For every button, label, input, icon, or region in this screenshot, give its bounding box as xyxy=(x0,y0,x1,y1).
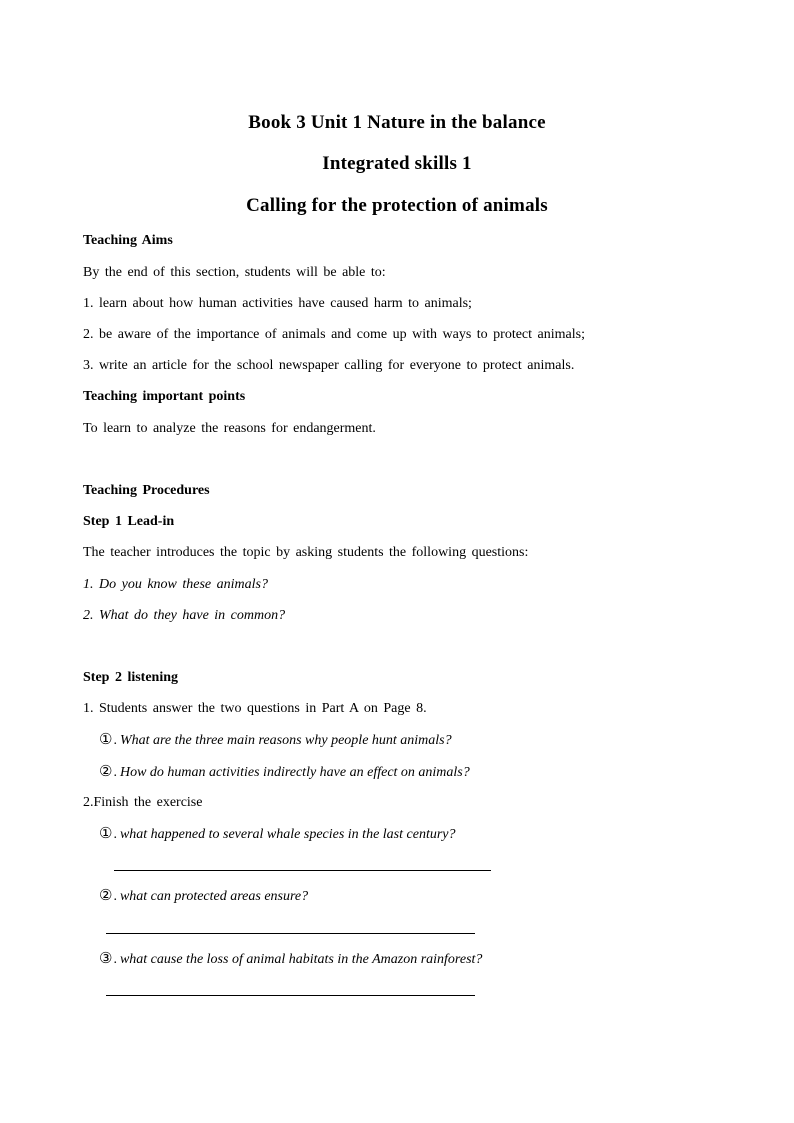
aim-item: 1. learn about how human activities have caused harm to animals; xyxy=(83,296,472,311)
aims-intro: By the end of this section, students will be able to: xyxy=(83,265,386,280)
listening-question xyxy=(99,731,452,750)
question-text: What are the three main reasons why people hunt animals? xyxy=(119,733,452,748)
question-dot: . xyxy=(113,889,117,904)
circled-number: ① xyxy=(99,732,113,748)
circled-number: ② xyxy=(99,888,113,904)
answer-line[interactable] xyxy=(114,870,491,871)
document-subtitle: Integrated skills 1 xyxy=(322,153,472,174)
lesson-title: Calling for the protection of animals xyxy=(246,195,548,216)
question-text: what can protected areas ensure? xyxy=(119,889,309,904)
step2-part1-text: 1. Students answer the two questions in Part A on Page 8. xyxy=(83,701,427,716)
question-dot: . xyxy=(113,827,117,842)
teaching-aims-heading: Teaching Aims xyxy=(83,233,173,248)
step2-part2-text: 2.Finish the exercise xyxy=(83,795,203,810)
circled-number: ③ xyxy=(99,951,113,967)
important-points-heading: Teaching important points xyxy=(83,389,246,404)
step2-heading: Step 2 listening xyxy=(83,670,179,685)
step1-heading: Step 1 Lead-in xyxy=(83,514,175,529)
circled-number: ② xyxy=(99,764,113,780)
aim-item: 3. write an article for the school newspaper calling for everyone to protect animals. xyxy=(83,358,575,373)
question-text: How do human activities indirectly have an effect on animals? xyxy=(119,765,470,780)
exercise-question xyxy=(99,887,308,906)
listening-question xyxy=(99,763,470,782)
answer-line[interactable] xyxy=(106,933,475,934)
question-dot: . xyxy=(113,952,117,967)
step1-intro: The teacher introduces the topic by asking students the following questions: xyxy=(83,545,529,560)
question-text: what happened to several whale species in the last century? xyxy=(119,827,456,842)
question-text: what cause the loss of animal habitats in the Amazon rainforest? xyxy=(119,952,483,967)
procedures-heading: Teaching Procedures xyxy=(83,483,210,498)
answer-line[interactable] xyxy=(106,995,475,996)
important-points-text: To learn to analyze the reasons for endangerment. xyxy=(83,421,376,436)
aim-item: 2. be aware of the importance of animals and come up with ways to protect animals; xyxy=(83,327,585,342)
exercise-question xyxy=(99,825,456,844)
step1-question: 1. Do you know these animals? xyxy=(83,577,268,592)
exercise-question xyxy=(99,950,482,969)
question-dot: . xyxy=(113,765,117,780)
document-title: Book 3 Unit 1 Nature in the balance xyxy=(248,112,546,133)
step1-question: 2. What do they have in common? xyxy=(83,608,286,623)
question-dot: . xyxy=(113,733,117,748)
circled-number: ① xyxy=(99,826,113,842)
